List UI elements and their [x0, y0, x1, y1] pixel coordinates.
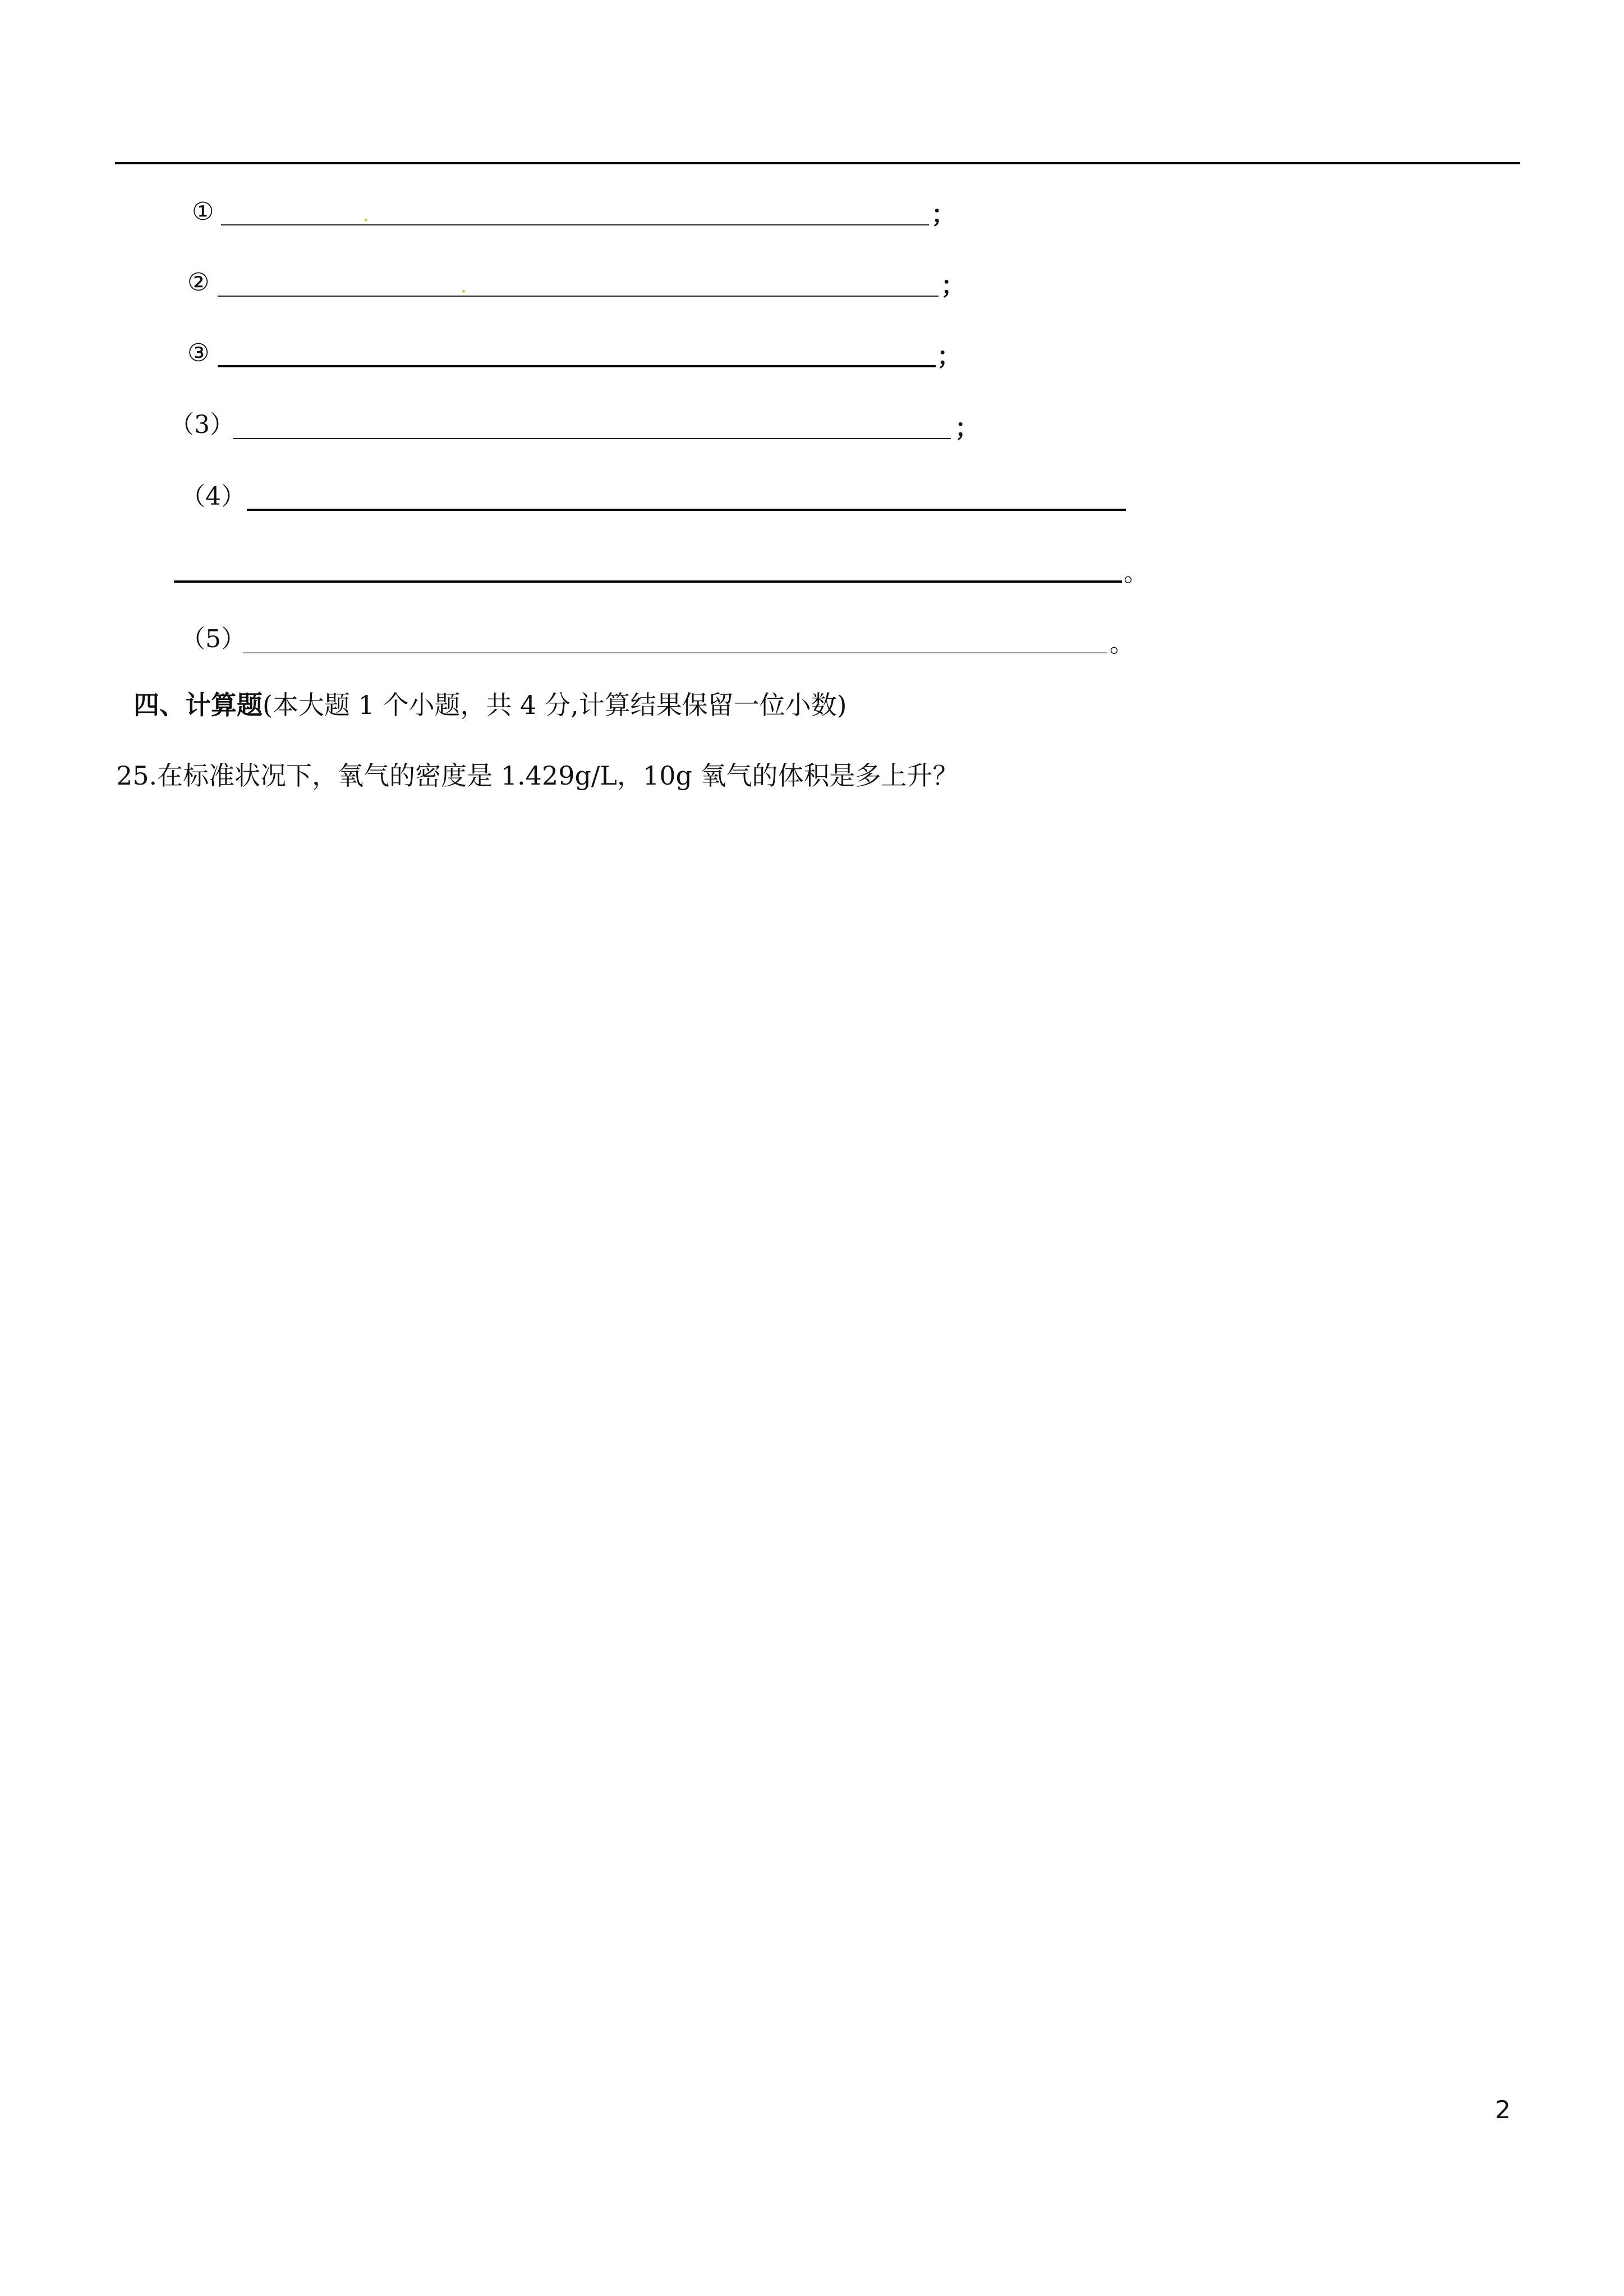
section-note: (本大题 1 个小题，共 4 分,计算结果保留一位小数) [263, 690, 847, 720]
answer-end-2: ； [941, 271, 965, 300]
header-rule [115, 162, 1520, 164]
answer-marker-5: （4） [181, 482, 246, 511]
section-title: 四、计算题 [134, 690, 263, 720]
answer-blank-7[interactable] [243, 652, 1107, 653]
page-number: 2 [1495, 2096, 1511, 2124]
answer-blank-1[interactable] [221, 224, 929, 225]
answer-marker-4: （3） [169, 411, 234, 439]
answer-blank-2[interactable] [218, 296, 938, 297]
answer-end-7: 。 [1110, 629, 1134, 658]
answer-blank-6[interactable] [174, 580, 1122, 583]
question-25: 25.在标准状况下，氧气的密度是 1.429g/L，10g 氧气的体积是多上升？ [116, 760, 959, 791]
answer-end-6: 。 [1124, 559, 1148, 587]
answer-marker-7: （5） [181, 625, 246, 653]
answer-end-1: ； [931, 200, 956, 229]
answer-blank-3[interactable] [218, 365, 936, 367]
ink-speck [462, 290, 465, 293]
section-heading [134, 688, 847, 722]
answer-end-4: ； [955, 414, 979, 442]
answer-blank-5[interactable] [247, 509, 1126, 511]
answer-end-3: ； [937, 342, 961, 371]
answer-blank-4[interactable] [233, 438, 951, 439]
ink-speck [365, 219, 367, 222]
answer-marker-3: ③ [187, 339, 210, 367]
answer-marker-1: ① [192, 197, 214, 226]
answer-marker-2: ② [187, 268, 210, 297]
